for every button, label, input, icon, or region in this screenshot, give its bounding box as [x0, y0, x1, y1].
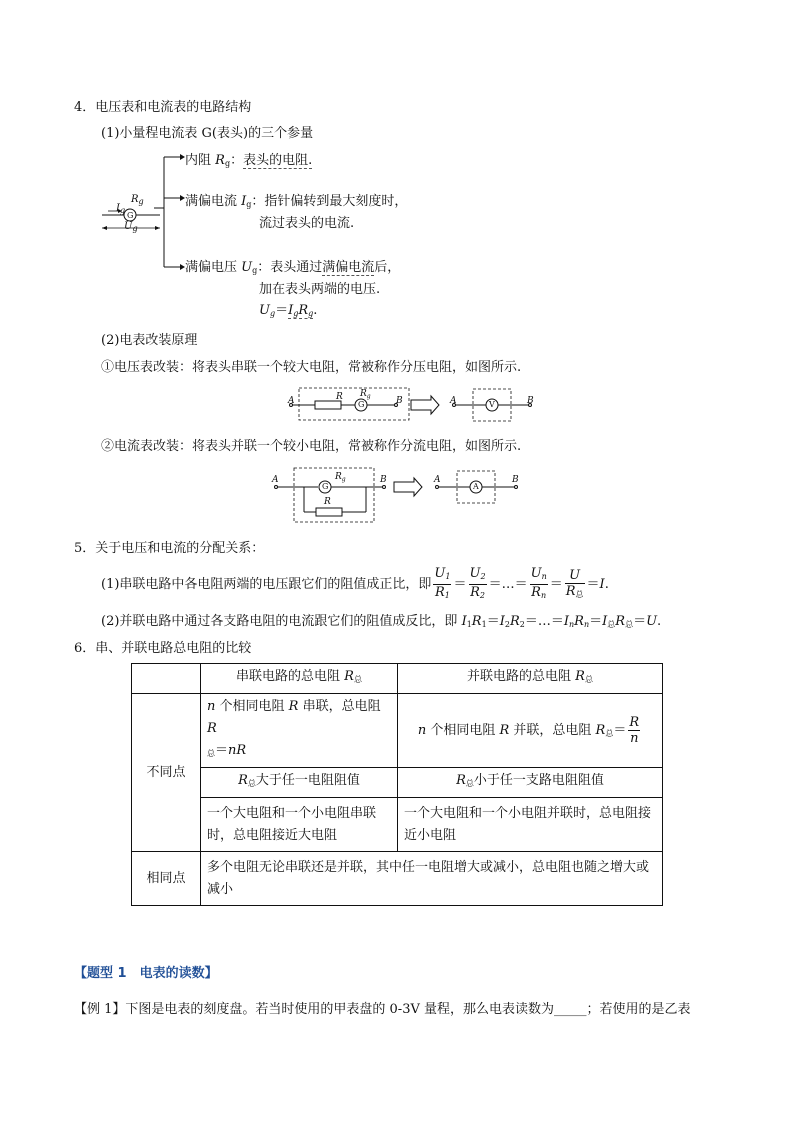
- cell-parallel-equal: n 个相同电阻 R 并联，总电阻 $R_总=$ $\frac{R}{n}$: [398, 694, 663, 768]
- terminal-a: A: [288, 396, 295, 406]
- table-corner-cell: [132, 664, 201, 694]
- terminal-a: A: [272, 475, 279, 485]
- param-internal-resistance: 内阻 $R_g$：表头的电阻.: [185, 153, 313, 168]
- resistance-comparison-table: [131, 663, 663, 906]
- terminal-b-2: B: [527, 396, 534, 406]
- terminal-b: B: [380, 475, 387, 485]
- cell-series-equal: n 个相同电阻 R 串联，总电阻 R $_总$＝nR: [201, 694, 398, 768]
- answer-blank[interactable]: _____: [554, 1002, 587, 1017]
- table-row: [132, 768, 663, 798]
- param-full-scale-current: 满偏电流 $I_g$：指针偏转到最大刻度时，: [185, 194, 408, 209]
- galvanometer-g-label: G: [127, 211, 134, 220]
- g-label: G: [358, 400, 365, 409]
- terminal-b: B: [396, 396, 403, 406]
- ig-label: $I_g$: [116, 203, 126, 215]
- terminal-a-2: A: [434, 475, 441, 485]
- galvanometer-subtitle: (1)小量程电流表 G(表头)的三个参量: [101, 126, 314, 141]
- cell-series-greater: $R_总$大于任一电阻阻值: [201, 768, 398, 798]
- section-5-title: 5．关于电压和电流的分配关系：: [74, 541, 265, 556]
- ohm-formula: $U_g=I_gR_g$.: [259, 303, 318, 318]
- cell-parallel-near-small: 一个大电阻和一个小电阻并联时，总电阻接近小电阻: [398, 798, 663, 852]
- g-label: G: [322, 482, 329, 491]
- v-label: V: [489, 400, 495, 409]
- table-row: [132, 694, 663, 768]
- ammeter-conversion-text: ②电流表改装：将表头并联一个较小电阻，常被称作分流电阻，如图所示.: [101, 439, 522, 454]
- cell-same-text: 多个电阻无论串联还是并联，其中任一电阻增大或减小，总电阻也随之增大或减小: [201, 852, 663, 906]
- cell-parallel-less: $R_总$小于任一支路电阻阻值: [398, 768, 663, 798]
- section-6-title: 6．串、并联电路总电阻的比较: [74, 641, 252, 656]
- parallel-current-rule: (2)并联电路中通过各支路电阻的电流跟它们的阻值成反比，即 $I_1R_1=I_2R_2=\dots=I_nR_n=I_总R_总=U$.: [101, 614, 662, 629]
- terminal-a-2: A: [450, 396, 457, 406]
- terminal-b-2: B: [512, 475, 519, 485]
- conversion-subtitle: (2)电表改装原理: [101, 333, 198, 348]
- parameter-brace: [154, 150, 186, 275]
- resistor-r-label: R: [336, 392, 343, 402]
- same-label: 相同点: [132, 852, 201, 906]
- arrow-icon: [394, 478, 422, 496]
- table-row: [132, 852, 663, 906]
- rg-label: $R_g$: [131, 194, 144, 206]
- table-row: [132, 664, 663, 694]
- section-4-title: 4．电压表和电流表的电路结构: [74, 100, 252, 115]
- header-parallel: 并联电路的总电阻 $R_总$: [398, 664, 663, 694]
- example-1-text: 【例 1】下图是电表的刻度盘。若当时使用的甲表盘的 0-3V 量程，那么电表读数为_____；若使用的是乙表: [74, 1002, 691, 1017]
- diff-label: 不同点: [132, 694, 201, 852]
- series-voltage-rule: (1)串联电路中各电阻两端的电压跟它们的阻值成正比，即 $\frac{U_1}{R_1}$ ＝ $\frac{U_2}{R_2}$ ＝…＝ $\frac{U_n}{R_n}$ ＝ $\frac{U}{R_总}$ ＝I.: [101, 566, 609, 600]
- ug-label: $U_g$: [124, 221, 138, 233]
- question-type-heading: 【题型 1 电表的读数】: [74, 966, 218, 981]
- arrow-icon: [411, 396, 439, 414]
- param-full-scale-current-cont: 流过表头的电流.: [259, 216, 355, 231]
- voltmeter-conversion-text: ①电压表改装：将表头串联一个较大电阻，常被称作分压电阻，如图所示.: [101, 360, 522, 375]
- shunt-resistor: [316, 508, 342, 516]
- rg-label: $R_g$: [360, 389, 371, 400]
- header-series: 串联电路的总电阻 $R_总$: [201, 664, 398, 694]
- param-full-scale-voltage: 满偏电压 $U_g$：表头通过满偏电流后，: [185, 260, 401, 275]
- param-full-scale-voltage-cont: 加在表头两端的电压.: [259, 282, 381, 297]
- resistor-r-label: R: [324, 497, 331, 507]
- series-resistor: [315, 401, 341, 409]
- ammeter-circuit-diagram: [270, 465, 532, 525]
- cell-series-near-large: 一个大电阻和一个小电阻串联时，总电阻接近大电阻: [201, 798, 398, 852]
- a-label: A: [473, 482, 479, 491]
- rg-label: $R_g$: [335, 472, 346, 483]
- voltmeter-circuit-diagram: [285, 385, 545, 427]
- table-row: [132, 798, 663, 852]
